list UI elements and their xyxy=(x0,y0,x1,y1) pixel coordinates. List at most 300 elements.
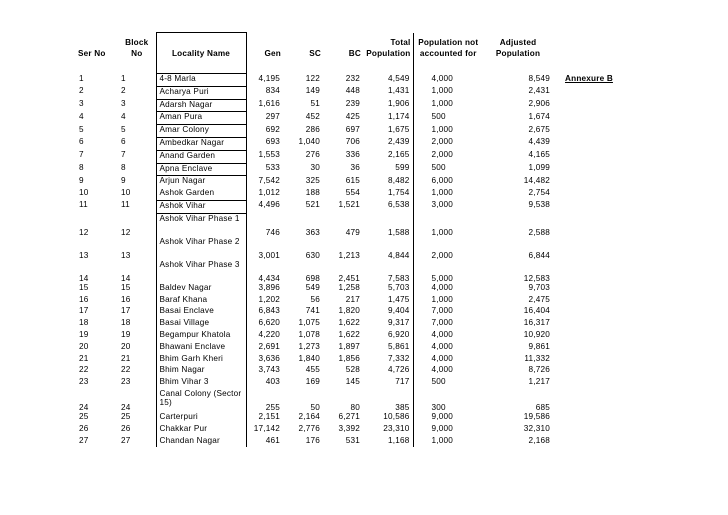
header-row xyxy=(76,33,616,60)
empty-cell xyxy=(553,377,616,389)
table-row xyxy=(76,86,616,99)
cell-ser-no: 3 xyxy=(79,99,84,109)
cell-ser-no: 26 xyxy=(79,423,89,433)
cell-sc: 1,075 xyxy=(298,318,320,328)
cell-sc: 51 xyxy=(310,99,320,109)
cell-bc: 615 xyxy=(345,175,360,185)
cell-locality-name: Basai Village xyxy=(156,318,246,330)
table-row xyxy=(76,436,616,448)
cell-total: 23,310 xyxy=(363,424,413,436)
cell-bc: 706 xyxy=(345,137,360,147)
cell-locality-name: Bhawani Enclave xyxy=(156,342,246,354)
table-row xyxy=(76,112,616,125)
table-row xyxy=(76,389,616,412)
cell-locality-name: Arjun Nagar xyxy=(156,176,246,188)
cell-sc: 50 xyxy=(310,402,320,412)
table-row xyxy=(76,237,616,260)
cell-ser-no: 7 xyxy=(79,150,84,160)
cell-gen: 3,001 xyxy=(258,250,280,260)
table-row xyxy=(76,330,616,342)
cell-locality-name: Bhim Garh Kheri xyxy=(156,354,246,366)
empty-cell xyxy=(553,283,616,295)
cell-total: 4,726 xyxy=(363,365,413,377)
header-block-no: Block No xyxy=(125,38,149,58)
cell-locality-name: Ashok Garden xyxy=(156,188,246,200)
cell-total: 1,174 xyxy=(363,112,413,125)
empty-cell xyxy=(553,237,616,260)
cell-total: 1,475 xyxy=(363,295,413,307)
cell-sc: 122 xyxy=(305,73,320,83)
table-row xyxy=(76,342,616,354)
table-row xyxy=(76,176,616,188)
cell-sc: 1,273 xyxy=(298,341,320,351)
cell-total: 9,404 xyxy=(363,306,413,318)
table-row xyxy=(76,412,616,424)
cell-gen: 1,553 xyxy=(258,150,280,160)
cell-not-accounted: 1,000 xyxy=(431,99,453,109)
cell-gen: 2,691 xyxy=(258,341,280,351)
cell-gen: 403 xyxy=(265,377,280,387)
cell-adjusted: 6,844 xyxy=(528,250,550,260)
empty-cell xyxy=(553,125,616,138)
cell-locality-name: Basai Enclave xyxy=(156,306,246,318)
cell-block-no: 2 xyxy=(121,86,126,96)
cell-locality-name: Chakkar Pur xyxy=(156,424,246,436)
cell-bc: 1,820 xyxy=(338,306,360,316)
cell-bc: 6,271 xyxy=(338,411,360,421)
cell-block-no: 14 xyxy=(121,273,131,283)
cell-block-no: 4 xyxy=(121,111,126,121)
cell-total: 2,439 xyxy=(363,137,413,150)
cell-gen: 4,220 xyxy=(258,329,280,339)
cell-sc: 549 xyxy=(305,282,320,292)
cell-sc: 325 xyxy=(305,175,320,185)
header-empty xyxy=(553,33,616,60)
cell-ser-no: 10 xyxy=(79,188,89,198)
table-row xyxy=(76,137,616,150)
cell-locality-name: 4-8 Marla xyxy=(156,74,246,87)
cell-not-accounted: 9,000 xyxy=(431,423,453,433)
cell-total: 1,168 xyxy=(363,436,413,448)
empty-cell xyxy=(553,436,616,448)
empty-cell xyxy=(553,354,616,366)
cell-not-accounted: 4,000 xyxy=(431,353,453,363)
cell-locality-name: Canal Colony (Sector 15) xyxy=(156,389,246,412)
header-adjusted-population: Adjusted Population xyxy=(495,38,541,58)
cell-adjusted: 16,317 xyxy=(523,318,550,328)
cell-locality-name: Chandan Nagar xyxy=(156,436,246,448)
cell-total: 7,583 xyxy=(363,260,413,283)
cell-ser-no: 17 xyxy=(79,306,89,316)
annexure-label: Annexure B xyxy=(565,73,613,83)
cell-locality-name: Bhim Vihar 3 xyxy=(156,377,246,389)
cell-locality-name: Baraf Khana xyxy=(156,295,246,307)
cell-adjusted: 4,439 xyxy=(528,137,550,147)
cell-gen: 2,151 xyxy=(258,411,280,421)
cell-total: 385 xyxy=(363,389,413,412)
cell-block-no: 18 xyxy=(121,318,131,328)
cell-block-no: 20 xyxy=(121,341,131,351)
cell-locality-name: Ashok Vihar Phase 2 xyxy=(156,237,246,260)
cell-sc: 1,078 xyxy=(298,329,320,339)
cell-gen: 6,843 xyxy=(258,306,280,316)
cell-not-accounted: 4,000 xyxy=(431,329,453,339)
cell-gen: 3,636 xyxy=(258,353,280,363)
cell-bc: 239 xyxy=(345,99,360,109)
cell-ser-no: 27 xyxy=(79,435,89,445)
cell-adjusted: 2,675 xyxy=(528,124,550,134)
cell-not-accounted: 500 xyxy=(431,111,446,121)
cell-bc: 554 xyxy=(345,188,360,198)
cell-not-accounted: 300 xyxy=(431,402,446,412)
cell-adjusted: 2,906 xyxy=(528,99,550,109)
cell-bc: 3,392 xyxy=(338,423,360,433)
population-table xyxy=(76,32,616,447)
cell-total: 4,844 xyxy=(363,237,413,260)
cell-ser-no: 20 xyxy=(79,341,89,351)
cell-locality-name: Baldev Nagar xyxy=(156,283,246,295)
cell-bc: 1,622 xyxy=(338,318,360,328)
cell-ser-no: 1 xyxy=(79,73,84,83)
cell-bc: 1,521 xyxy=(338,200,360,210)
cell-bc: 2,451 xyxy=(338,273,360,283)
cell-bc: 1,213 xyxy=(338,250,360,260)
cell-not-accounted: 7,000 xyxy=(431,318,453,328)
cell-ser-no: 12 xyxy=(79,227,89,237)
header-locality-name: Locality Name xyxy=(156,33,246,60)
cell-not-accounted: 4,000 xyxy=(431,282,453,292)
cell-adjusted: 9,538 xyxy=(528,200,550,210)
cell-gen: 693 xyxy=(265,137,280,147)
cell-sc: 455 xyxy=(305,365,320,375)
cell-block-no: 7 xyxy=(121,150,126,160)
header-total-population: Total Population xyxy=(363,33,413,60)
cell-total: 7,332 xyxy=(363,354,413,366)
cell-bc: 36 xyxy=(350,163,360,173)
cell-block-no: 13 xyxy=(121,250,131,260)
cell-ser-no: 14 xyxy=(79,273,89,283)
cell-not-accounted: 500 xyxy=(431,163,446,173)
cell-bc: 80 xyxy=(350,402,360,412)
cell-locality-name: Ashok Vihar Phase 3 xyxy=(156,260,246,283)
cell-sc: 363 xyxy=(305,227,320,237)
cell-sc: 521 xyxy=(305,200,320,210)
cell-locality-name: Acharya Puri xyxy=(156,86,246,99)
cell-not-accounted: 6,000 xyxy=(431,175,453,185)
table-row xyxy=(76,99,616,112)
cell-locality-name: Anand Garden xyxy=(156,150,246,163)
cell-ser-no: 18 xyxy=(79,318,89,328)
empty-cell xyxy=(553,99,616,112)
cell-ser-no: 23 xyxy=(79,377,89,387)
cell-gen: 834 xyxy=(265,86,280,96)
cell-ser-no: 8 xyxy=(79,163,84,173)
cell-ser-no: 11 xyxy=(79,200,88,210)
cell-total: 5,861 xyxy=(363,342,413,354)
cell-not-accounted: 1,000 xyxy=(431,124,453,134)
cell-gen: 3,896 xyxy=(258,282,280,292)
cell-sc: 741 xyxy=(305,306,320,316)
cell-gen: 692 xyxy=(265,124,280,134)
header-sc: SC xyxy=(309,49,321,58)
cell-sc: 630 xyxy=(305,250,320,260)
empty-cell xyxy=(553,150,616,163)
cell-adjusted: 2,754 xyxy=(528,188,550,198)
cell-block-no: 21 xyxy=(121,353,131,363)
cell-bc: 528 xyxy=(345,365,360,375)
cell-sc: 56 xyxy=(310,294,320,304)
cell-gen: 4,434 xyxy=(258,273,280,283)
cell-block-no: 3 xyxy=(121,99,126,109)
cell-block-no: 26 xyxy=(121,423,131,433)
cell-adjusted: 32,310 xyxy=(523,423,550,433)
table-row xyxy=(76,295,616,307)
cell-not-accounted: 1,000 xyxy=(431,435,453,445)
cell-block-no: 12 xyxy=(121,227,131,237)
cell-not-accounted: 9,000 xyxy=(431,411,453,421)
cell-block-no: 1 xyxy=(121,73,126,83)
spacer-row xyxy=(76,59,616,74)
empty-cell xyxy=(553,112,616,125)
cell-adjusted: 10,920 xyxy=(523,329,550,339)
cell-locality-name: Ashok Vihar Phase 1 xyxy=(156,213,246,237)
header-ser-no: Ser No xyxy=(78,49,106,58)
header-gen: Gen xyxy=(264,49,281,58)
cell-block-no: 17 xyxy=(121,306,131,316)
empty-cell xyxy=(553,163,616,176)
empty-cell xyxy=(553,318,616,330)
cell-bc: 217 xyxy=(345,294,360,304)
cell-not-accounted: 1,000 xyxy=(431,188,453,198)
cell-sc: 452 xyxy=(305,111,320,121)
cell-total: 1,588 xyxy=(363,213,413,237)
cell-bc: 448 xyxy=(345,86,360,96)
table-row xyxy=(76,213,616,237)
cell-sc: 1,840 xyxy=(298,353,320,363)
empty-cell xyxy=(553,295,616,307)
cell-bc: 1,622 xyxy=(338,329,360,339)
cell-ser-no: 19 xyxy=(79,329,89,339)
cell-sc: 1,040 xyxy=(298,137,320,147)
cell-sc: 149 xyxy=(305,86,320,96)
empty-cell xyxy=(553,86,616,99)
cell-bc: 145 xyxy=(345,377,360,387)
cell-not-accounted: 2,000 xyxy=(431,150,453,160)
cell-adjusted: 11,332 xyxy=(524,353,550,363)
empty-cell xyxy=(553,389,616,412)
cell-gen: 461 xyxy=(265,435,280,445)
cell-block-no: 23 xyxy=(121,377,131,387)
cell-adjusted: 1,217 xyxy=(528,377,550,387)
cell-adjusted: 8,726 xyxy=(528,365,550,375)
cell-bc: 697 xyxy=(345,124,360,134)
empty-cell xyxy=(553,306,616,318)
cell-ser-no: 6 xyxy=(79,137,84,147)
table-row xyxy=(76,74,616,87)
cell-not-accounted: 4,000 xyxy=(431,341,453,351)
header-population-not-accounted: Population not accounted for xyxy=(418,38,479,58)
cell-bc: 1,897 xyxy=(338,341,360,351)
cell-ser-no: 21 xyxy=(79,353,89,363)
cell-total: 2,165 xyxy=(363,150,413,163)
cell-gen: 6,620 xyxy=(258,318,280,328)
cell-ser-no: 16 xyxy=(79,294,89,304)
cell-block-no: 24 xyxy=(121,402,131,412)
cell-adjusted: 2,588 xyxy=(528,227,550,237)
cell-block-no: 9 xyxy=(121,175,126,185)
cell-not-accounted: 7,000 xyxy=(431,306,453,316)
cell-gen: 1,202 xyxy=(258,294,280,304)
cell-adjusted: 9,703 xyxy=(528,282,550,292)
cell-adjusted: 8,549 xyxy=(528,73,550,83)
cell-bc: 531 xyxy=(345,435,360,445)
cell-adjusted: 1,099 xyxy=(528,163,550,173)
cell-sc: 188 xyxy=(305,188,320,198)
cell-not-accounted: 2,000 xyxy=(431,250,453,260)
cell-total: 10,586 xyxy=(363,412,413,424)
cell-locality-name: Amar Colony xyxy=(156,125,246,138)
cell-ser-no: 24 xyxy=(79,402,89,412)
table-row xyxy=(76,125,616,138)
cell-gen: 4,195 xyxy=(258,73,280,83)
cell-adjusted: 14,482 xyxy=(523,175,550,185)
cell-not-accounted: 1,000 xyxy=(431,86,453,96)
cell-not-accounted: 5,000 xyxy=(431,273,453,283)
cell-adjusted: 2,168 xyxy=(528,435,550,445)
cell-bc: 1,856 xyxy=(338,353,360,363)
cell-locality-name: Ambedkar Nagar xyxy=(156,137,246,150)
cell-not-accounted: 1,000 xyxy=(431,227,453,237)
table-body xyxy=(76,74,616,448)
cell-locality-name: Adarsh Nagar xyxy=(156,99,246,112)
cell-bc: 336 xyxy=(345,150,360,160)
cell-sc: 286 xyxy=(305,124,320,134)
cell-total: 599 xyxy=(363,163,413,176)
cell-gen: 1,012 xyxy=(258,188,280,198)
cell-adjusted: 1,674 xyxy=(528,111,550,121)
empty-cell xyxy=(553,176,616,188)
cell-adjusted: 16,404 xyxy=(523,306,550,316)
empty-cell xyxy=(553,342,616,354)
cell-ser-no: 22 xyxy=(79,365,89,375)
table-row xyxy=(76,283,616,295)
cell-total: 5,703 xyxy=(363,283,413,295)
cell-ser-no: 25 xyxy=(79,411,89,421)
cell-block-no: 19 xyxy=(121,329,131,339)
cell-block-no: 15 xyxy=(121,282,131,292)
cell-bc: 1,258 xyxy=(338,282,360,292)
cell-block-no: 6 xyxy=(121,137,126,147)
empty-cell xyxy=(553,260,616,283)
cell-total: 1,431 xyxy=(363,86,413,99)
cell-total: 717 xyxy=(363,377,413,389)
table-row xyxy=(76,163,616,176)
cell-gen: 3,743 xyxy=(258,365,280,375)
cell-ser-no: 15 xyxy=(79,282,89,292)
cell-not-accounted: 4,000 xyxy=(431,73,453,83)
cell-total: 1,906 xyxy=(363,99,413,112)
cell-block-no: 16 xyxy=(121,294,131,304)
cell-adjusted: 9,861 xyxy=(528,341,550,351)
cell-gen: 1,616 xyxy=(258,99,280,109)
cell-gen: 533 xyxy=(265,163,280,173)
table-row xyxy=(76,365,616,377)
cell-not-accounted: 2,000 xyxy=(431,137,453,147)
cell-total: 4,549 xyxy=(363,74,413,87)
table-row xyxy=(76,306,616,318)
cell-block-no: 11 xyxy=(121,200,130,210)
table-row xyxy=(76,200,616,213)
empty-cell xyxy=(553,188,616,200)
cell-sc: 2,164 xyxy=(298,411,320,421)
table-row xyxy=(76,318,616,330)
cell-bc: 425 xyxy=(345,111,360,121)
cell-sc: 30 xyxy=(310,163,320,173)
cell-locality-name: Aman Pura xyxy=(156,112,246,125)
empty-cell xyxy=(553,213,616,237)
cell-sc: 276 xyxy=(305,150,320,160)
cell-block-no: 25 xyxy=(121,411,131,421)
cell-total: 8,482 xyxy=(363,176,413,188)
cell-ser-no: 2 xyxy=(79,86,84,96)
cell-total: 6,920 xyxy=(363,330,413,342)
cell-adjusted: 685 xyxy=(535,402,550,412)
cell-total: 6,538 xyxy=(363,200,413,213)
cell-gen: 746 xyxy=(265,227,280,237)
cell-bc: 479 xyxy=(345,227,360,237)
cell-total: 9,317 xyxy=(363,318,413,330)
cell-not-accounted: 1,000 xyxy=(431,294,453,304)
cell-gen: 7,542 xyxy=(258,175,280,185)
table-row xyxy=(76,424,616,436)
cell-locality-name: Ashok Vihar xyxy=(156,200,246,213)
cell-adjusted: 4,165 xyxy=(528,150,550,160)
cell-total: 1,754 xyxy=(363,188,413,200)
cell-gen: 255 xyxy=(265,402,280,412)
cell-gen: 17,142 xyxy=(253,423,280,433)
empty-cell xyxy=(553,137,616,150)
cell-sc: 698 xyxy=(305,273,320,283)
table-row xyxy=(76,188,616,200)
cell-block-no: 5 xyxy=(121,124,126,134)
cell-block-no: 8 xyxy=(121,163,126,173)
header-bc: BC xyxy=(348,49,361,58)
empty-cell xyxy=(553,330,616,342)
cell-adjusted: 2,475 xyxy=(528,294,550,304)
table-row xyxy=(76,150,616,163)
cell-sc: 169 xyxy=(305,377,320,387)
cell-total: 1,675 xyxy=(363,125,413,138)
cell-adjusted: 19,586 xyxy=(523,411,550,421)
cell-not-accounted: 4,000 xyxy=(431,365,453,375)
table-row xyxy=(76,260,616,283)
cell-bc: 232 xyxy=(345,73,360,83)
empty-cell xyxy=(553,365,616,377)
cell-block-no: 22 xyxy=(121,365,131,375)
empty-cell xyxy=(553,200,616,213)
cell-sc: 2,776 xyxy=(298,423,320,433)
cell-locality-name: Carterpuri xyxy=(156,412,246,424)
table-row xyxy=(76,377,616,389)
empty-cell xyxy=(553,412,616,424)
cell-block-no: 10 xyxy=(121,188,131,198)
cell-gen: 297 xyxy=(265,111,280,121)
cell-ser-no: 5 xyxy=(79,124,84,134)
cell-ser-no: 9 xyxy=(79,175,84,185)
cell-locality-name: Bhim Nagar xyxy=(156,365,246,377)
empty-cell xyxy=(553,424,616,436)
table-row xyxy=(76,354,616,366)
